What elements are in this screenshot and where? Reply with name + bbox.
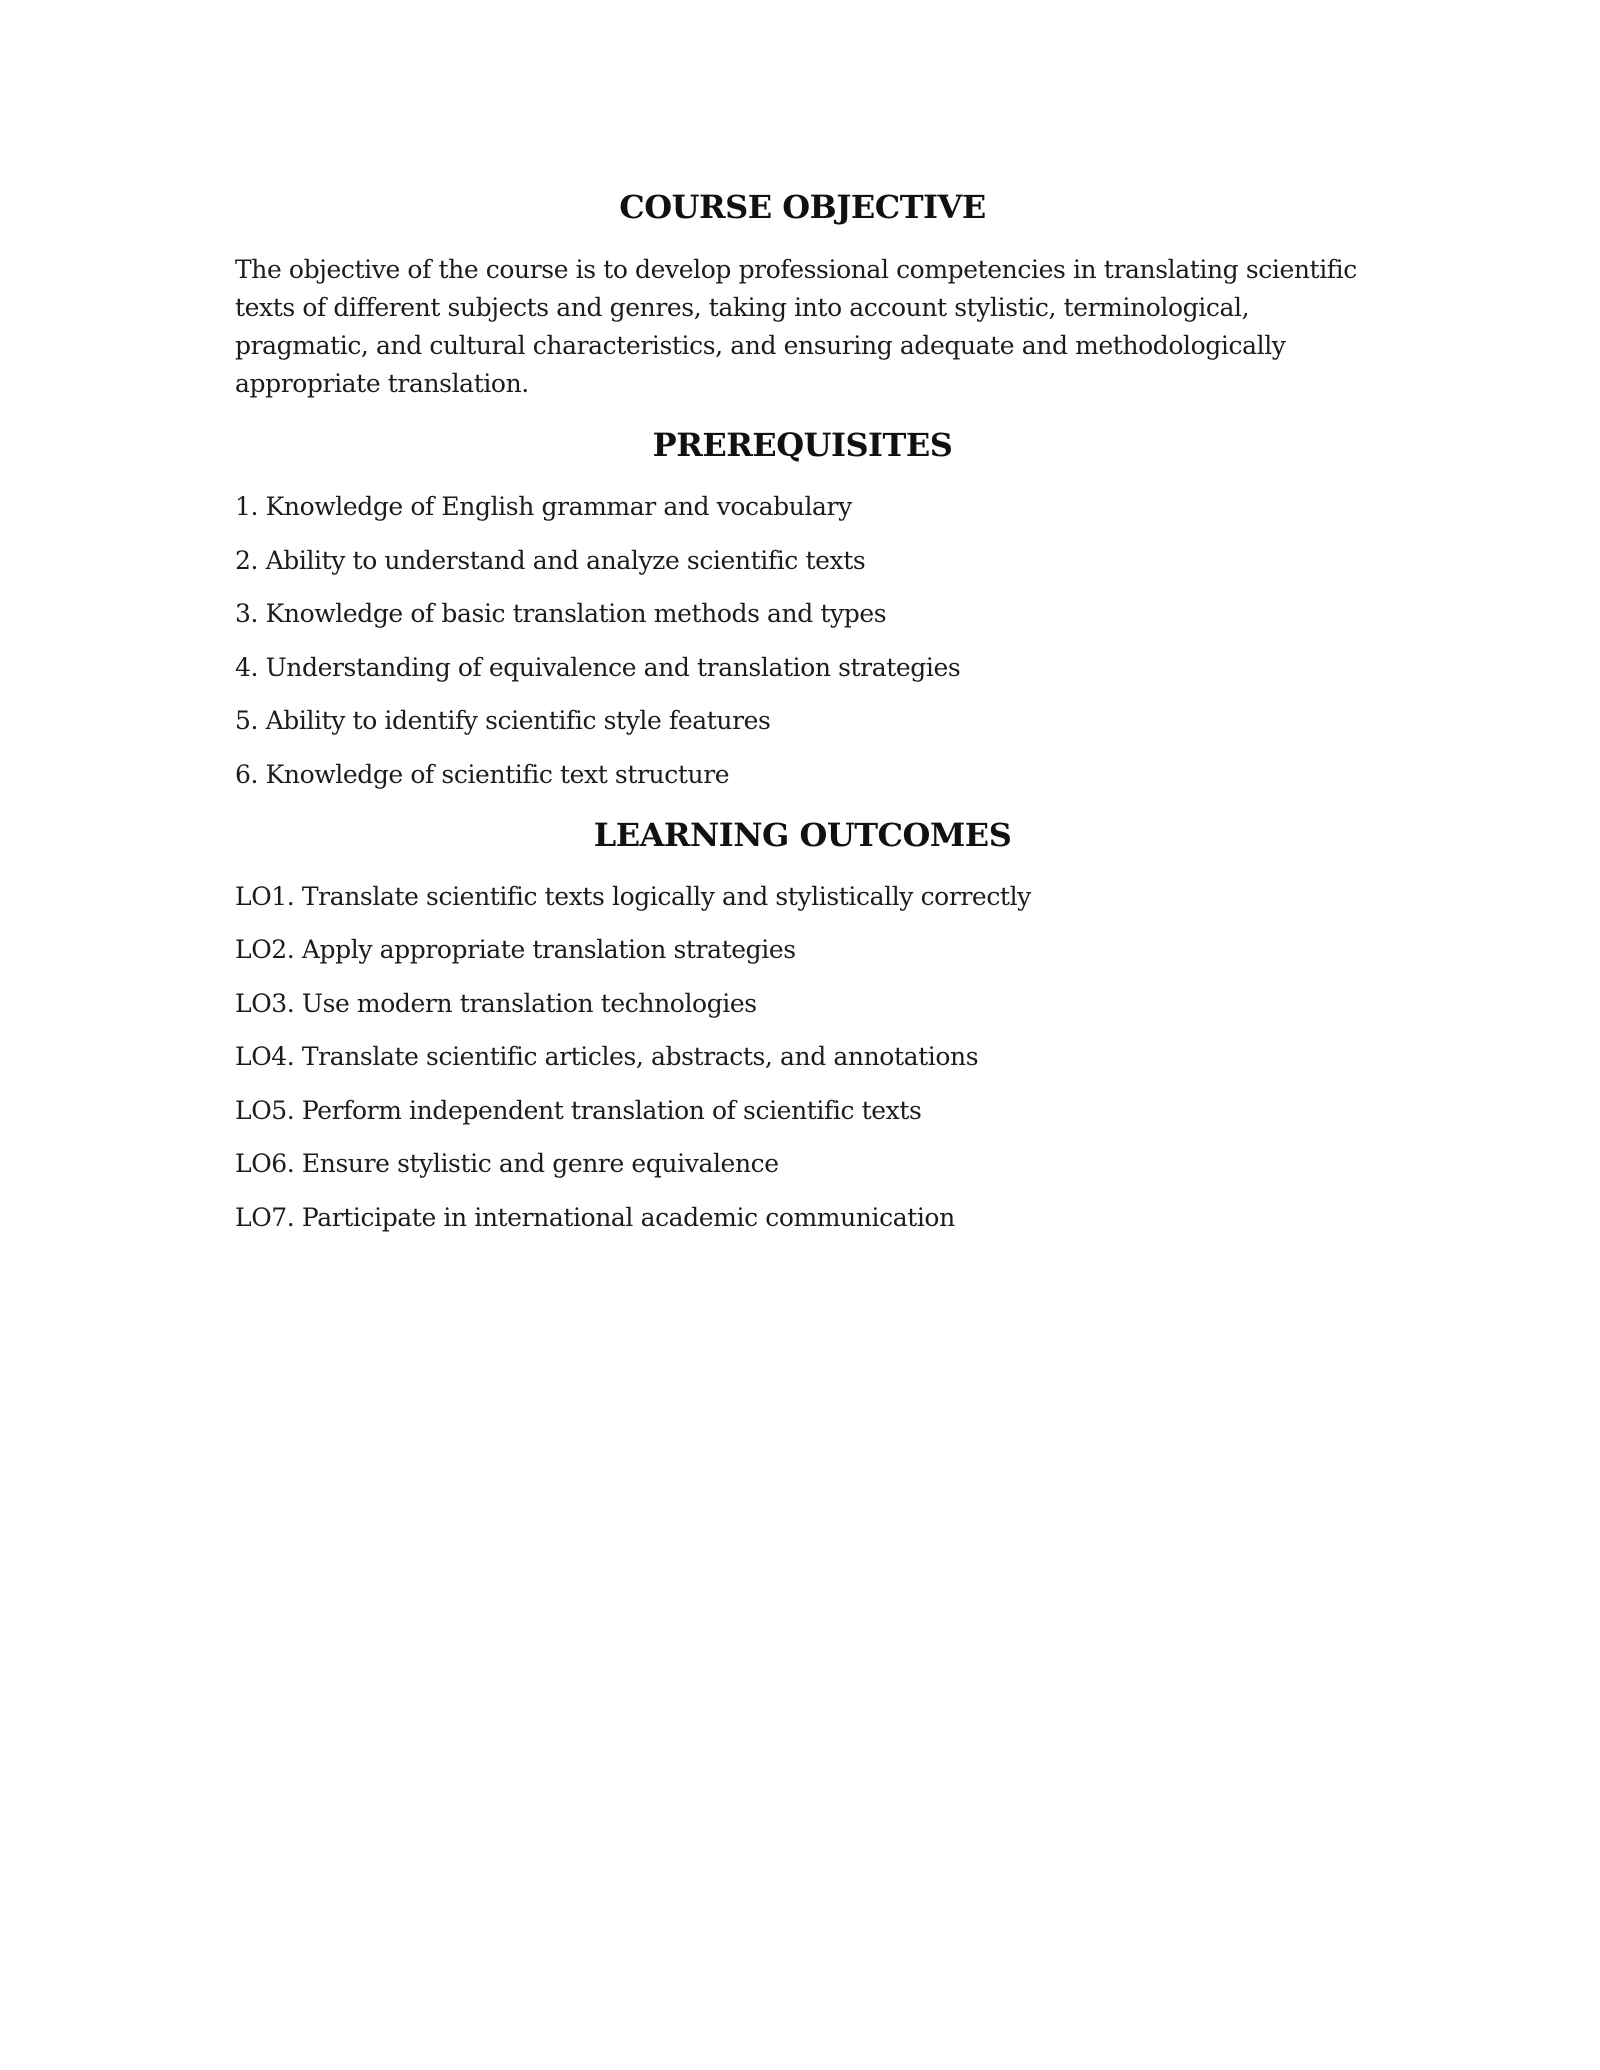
learning-outcome-item: LO1. Translate scientific texts logically and stylistically correctly (235, 881, 1031, 911)
prerequisite-item: 5. Ability to identify scientific style features (235, 706, 771, 735)
course-objective-text: The objective of the course is to develop professional competencies in translating scientific texts of different subjects and genres, taking into account stylistic, terminological, pragmatic, and cultural characteristics, and ensuring adequate and methodologically appropriate translation. (235, 255, 1357, 398)
learning-outcome-item: LO6. Ensure stylistic and genre equivalence (235, 1149, 779, 1178)
learning-outcomes-heading: LEARNING OUTCOMES (593, 815, 1012, 854)
learning-outcome-item: LO4. Translate scientific articles, abstracts, and annotations (235, 1042, 979, 1071)
course-objective-heading: COURSE OBJECTIVE (619, 188, 986, 226)
prerequisites-section (235, 423, 1370, 793)
learning-outcomes-list (235, 879, 1370, 1236)
prerequisite-item: 4. Understanding of equivalence and translation strategies (235, 652, 961, 682)
learning-outcome-item: LO5. Perform independent translation of scientific texts (235, 1095, 922, 1125)
prerequisite-item: 2. Ability to understand and analyze scientific texts (235, 545, 866, 575)
prerequisites-list (235, 489, 1370, 793)
prerequisite-item: 3. Knowledge of basic translation methods and types (235, 599, 887, 628)
prerequisite-item: 1. Knowledge of English grammar and vocabulary (235, 492, 852, 521)
course-objective-section (235, 185, 1370, 403)
learning-outcomes-section (235, 813, 1370, 1236)
learning-outcome-item: LO7. Participate in international academic communication (235, 1202, 955, 1232)
learning-outcome-item: LO2. Apply appropriate translation strategies (235, 935, 796, 964)
learning-outcome-item: LO3. Use modern translation technologies (235, 988, 757, 1018)
prerequisite-item: 6. Knowledge of scientific text structure (235, 759, 730, 789)
prerequisites-heading: PREREQUISITES (652, 426, 953, 464)
page-content (235, 185, 1370, 1236)
